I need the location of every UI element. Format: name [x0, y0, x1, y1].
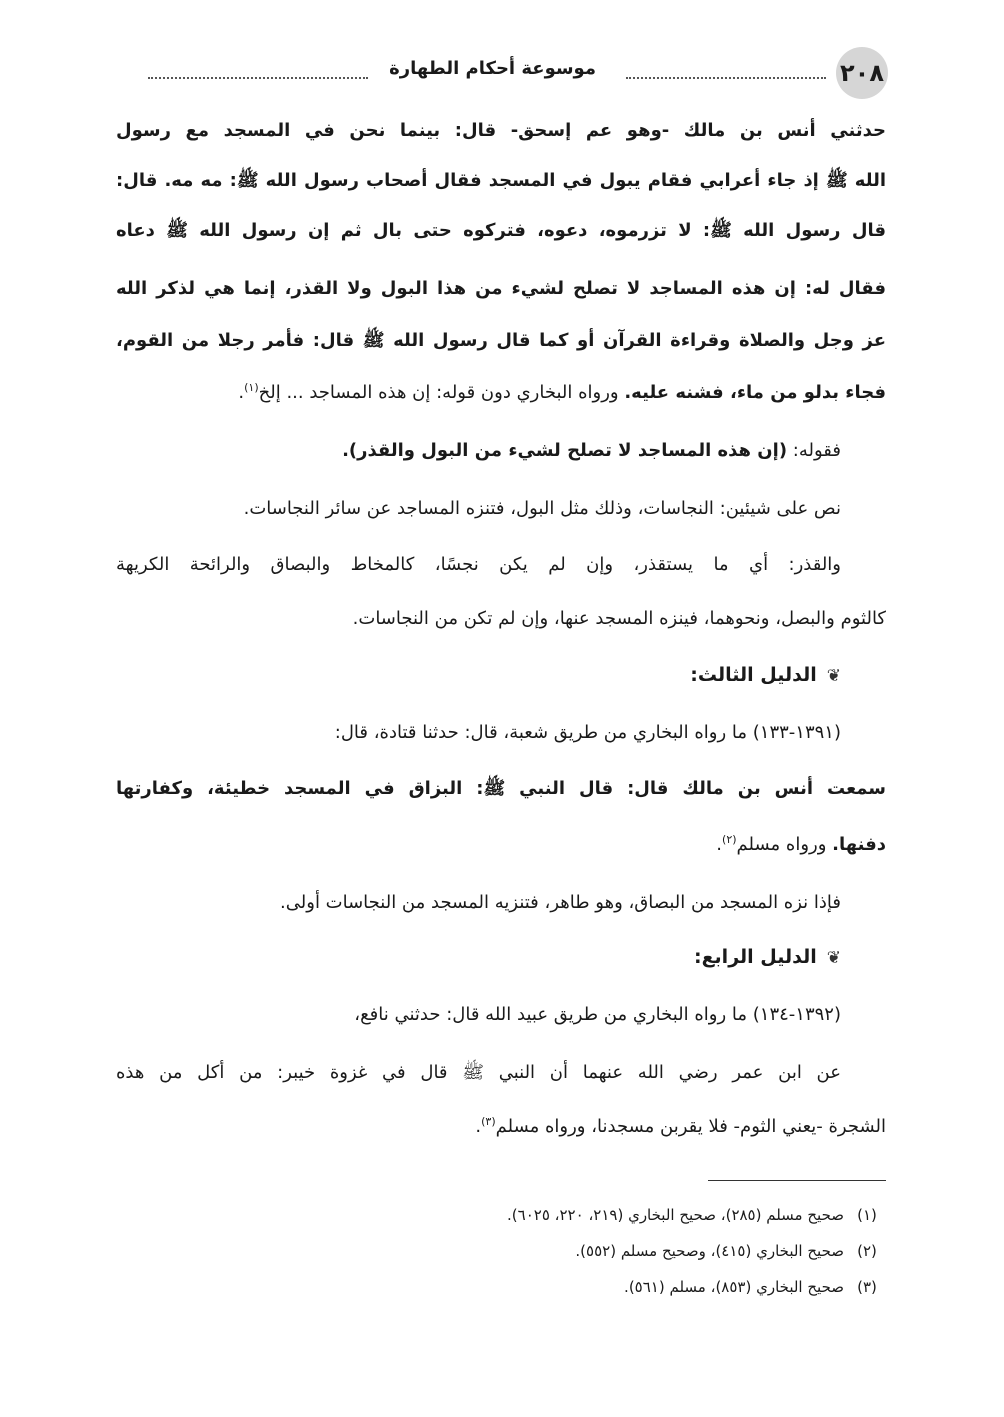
text-line-6: فجاء بدلو من ماء، فشنه عليه. ورواه البخاري دون قوله: إن هذه المساجد ... إلخ$^{(١)}$.: [238, 381, 886, 403]
text-line-13: دفنها. ورواه مسلم$^{(٢)}$.: [716, 833, 886, 855]
page-number: ٢٠٨: [836, 47, 888, 99]
footnote-separator: [708, 1180, 886, 1181]
text-line-17-text: الشجرة -يعني الثوم- فلا يقربن مسجدنا، ورواه مسلم: [495, 1116, 886, 1137]
text-line-2: الله ﷺ إذ جاء أعرابي فقام يبول في المسجد فقال أصحاب رسول الله ﷺ: مه مه. قال:: [116, 170, 886, 191]
book-title: موسوعة أحكام الطهارة: [389, 58, 596, 79]
leaf-ornament-icon: ❦: [826, 948, 841, 968]
footnote-2-number: (٢): [857, 1242, 877, 1260]
text-line-1: حدثني أنس بن مالك -وهو عم إسحق- قال: بينما نحن في المسجد مع رسول: [116, 120, 886, 141]
text-line-13-rest: ورواه مسلم: [736, 834, 833, 855]
text-line-9: والقذر: أي ما يستقذر، وإن لم يكن نجسًا، كالمخاط والبصاق والرائحة الكريهة: [116, 554, 841, 575]
text-line-17: الشجرة -يعني الثوم- فلا يقربن مسجدنا، ورواه مسلم$^{(٣)}$.: [475, 1115, 886, 1137]
section-heading-3: [690, 660, 841, 691]
text-line-6-rest: ورواه البخاري دون قوله: إن هذه المساجد ... إلخ: [258, 382, 625, 403]
text-line-7-prefix: فقوله:: [787, 440, 841, 461]
section-heading-4-text: الدليل الرابع:: [693, 946, 817, 968]
footnote-ref-3: (٣): [481, 1115, 496, 1128]
page-header: [140, 44, 888, 102]
footnote-1: [507, 1202, 884, 1228]
section-heading-3-text: الدليل الثالث:: [690, 664, 817, 686]
text-line-7-bold: (إن هذه المساجد لا تصلح لشيء من البول والقذر).: [342, 440, 788, 461]
footnote-2: [575, 1238, 884, 1264]
text-line-3: قال رسول الله ﷺ: لا تزرموه، دعوه، فتركوه حتى بال ثم إن رسول الله ﷺ دعاه: [116, 220, 886, 241]
footnote-ref-1: (١): [244, 381, 259, 394]
text-line-14: فإذا نزه المسجد من البصاق، وهو طاهر، فتنزيه المسجد من النجاسات أولى.: [280, 892, 841, 913]
text-line-8: نص على شيئين: النجاسات، وذلك مثل البول، فتنزه المساجد عن سائر النجاسات.: [243, 498, 841, 519]
text-line-4: فقال له: إن هذه المساجد لا تصلح لشيء من هذا البول ولا القذر، إنما هي لذكر الله: [116, 278, 886, 299]
footnote-1-text: صحيح مسلم (٢٨٥)، صحيح البخاري (٢١٩، ٢٢٠، ٦٠٢٥).: [507, 1206, 844, 1224]
footnote-1-number: (١): [857, 1206, 877, 1224]
leaf-ornament-icon: ❦: [826, 666, 841, 686]
text-line-13-bold: دفنها.: [832, 834, 886, 855]
footnote-3: [624, 1274, 884, 1300]
header-divider-right: [626, 77, 826, 79]
section-heading-4: [694, 942, 841, 973]
footnote-2-text: صحيح البخاري (٤١٥)، وصحيح مسلم (٥٥٢).: [575, 1242, 844, 1260]
text-line-7: [342, 436, 841, 466]
hadith-number-1391: (١٣٩١-١٣٣) ما رواه البخاري من طريق شعبة، قال: حدثنا قتادة، قال:: [334, 722, 841, 743]
text-line-16: عن ابن عمر رضي الله عنهما أن النبي ﷺ قال في غزوة خيبر: من أكل من هذه: [116, 1062, 841, 1083]
footnote-ref-2: (٢): [722, 833, 737, 846]
hadith-number-1392: (١٣٩٢-١٣٤) ما رواه البخاري من طريق عبيد الله قال: حدثني نافع،: [354, 1004, 841, 1025]
text-line-12: سمعت أنس بن مالك قال: قال النبي ﷺ: البزاق في المسجد خطيئة، وكفارتها: [116, 778, 886, 799]
text-line-6-bold: فجاء بدلو من ماء، فشنه عليه.: [624, 382, 886, 403]
text-line-10: كالثوم والبصل، ونحوهما، فينزه المسجد عنها، وإن لم تكن من النجاسات.: [352, 608, 886, 629]
footnote-3-text: صحيح البخاري (٨٥٣)، مسلم (٥٦١).: [624, 1278, 844, 1296]
footnote-3-number: (٣): [857, 1278, 877, 1296]
header-divider-left: [148, 77, 368, 79]
text-line-5: عز وجل والصلاة وقراءة القرآن أو كما قال رسول الله ﷺ قال: فأمر رجلا من القوم،: [116, 330, 886, 351]
